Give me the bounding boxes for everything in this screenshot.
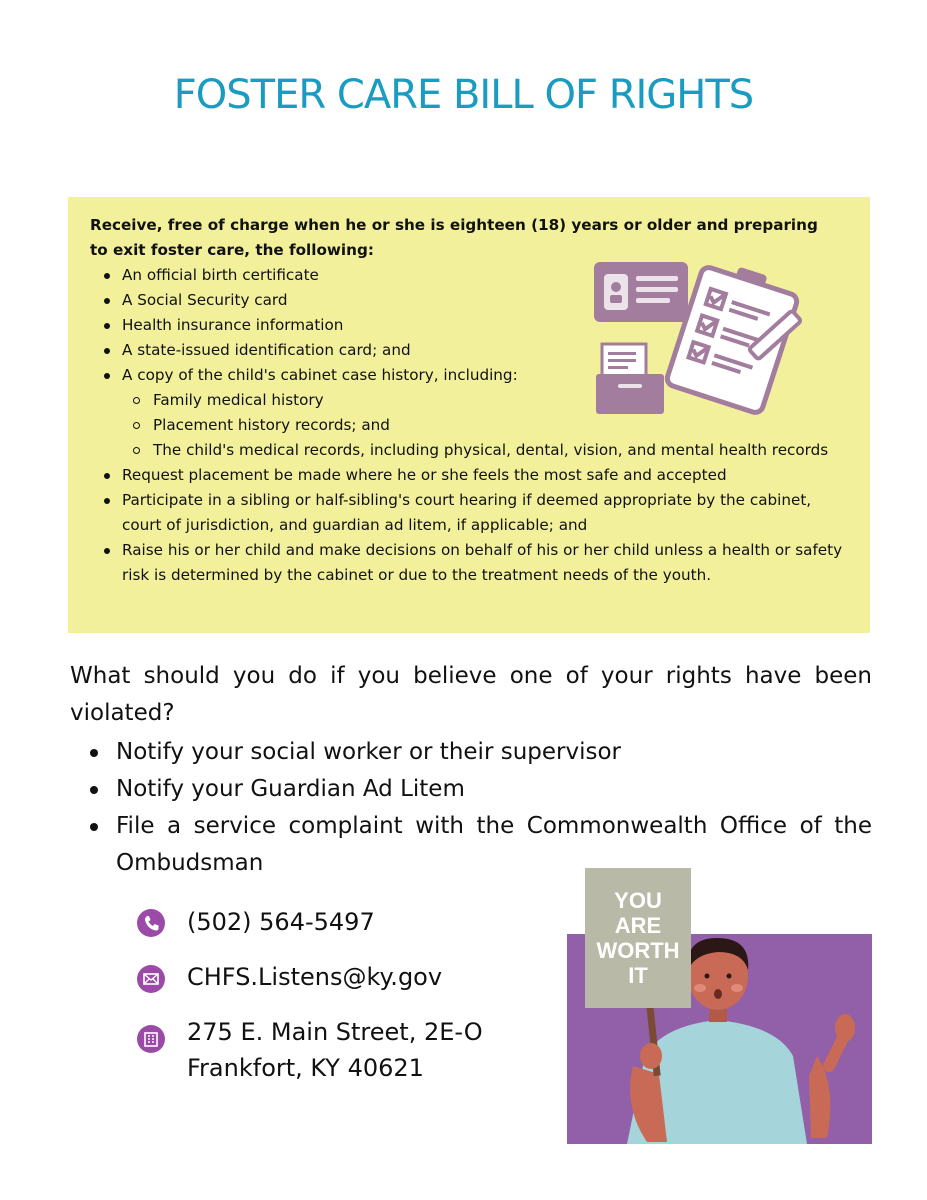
address-line-1: 275 E. Main Street, 2E-O bbox=[187, 1018, 483, 1046]
list-item-text: A state-issued identification card; and bbox=[122, 341, 411, 359]
sign-text-line-4: IT bbox=[628, 963, 648, 988]
id-card-icon bbox=[594, 262, 688, 322]
address-contact bbox=[137, 1016, 557, 1086]
sub-list-item-text: Placement history records; and bbox=[153, 416, 390, 434]
list-item-text: An official birth certificate bbox=[122, 266, 319, 284]
rights-intro: Receive, free of charge when he or she is eighteen (18) years or older and preparing to exit foster care, the following: bbox=[90, 216, 818, 259]
sub-list-item-text: The child's medical records, including physical, dental, vision, and mental health records bbox=[153, 441, 829, 459]
list-item-text: Health insurance information bbox=[122, 316, 344, 334]
worth-it-illustration bbox=[567, 866, 872, 1146]
mail-icon bbox=[137, 965, 165, 993]
email-contact bbox=[137, 961, 557, 995]
list-item bbox=[90, 538, 850, 588]
address-line-2: Frankfort, KY 40621 bbox=[187, 1054, 424, 1082]
sub-list-item bbox=[122, 438, 850, 463]
email-address[interactable]: CHFS.Listens@ky.gov bbox=[187, 963, 443, 991]
phone-contact bbox=[137, 906, 557, 940]
action-text: Notify your social worker or their supervisor bbox=[116, 739, 621, 765]
violation-question: What should you do if you believe one of your rights have been violated? bbox=[70, 663, 872, 726]
list-item-text: A copy of the child's cabinet case history, including: bbox=[122, 366, 518, 384]
file-folder-icon bbox=[596, 344, 664, 414]
action-text: File a service complaint with the Commonwealth Office of the Ombudsman bbox=[116, 813, 872, 876]
list-item bbox=[90, 463, 850, 488]
list-item-text: Participate in a sibling or half-sibling's court hearing if deemed appropriate by the cabinet, court of jurisdiction, and guardian ad litem, if applicable; and bbox=[122, 491, 812, 534]
list-item bbox=[70, 734, 872, 771]
documents-illustration bbox=[592, 258, 822, 418]
sub-list-item-text: Family medical history bbox=[153, 391, 324, 409]
list-item-text: Request placement be made where he or she feels the most safe and accepted bbox=[122, 466, 727, 484]
sign-text-line-1: YOU bbox=[614, 888, 662, 913]
action-text: Notify your Guardian Ad Litem bbox=[116, 776, 465, 802]
phone-number[interactable]: (502) 564-5497 bbox=[187, 908, 375, 936]
phone-icon bbox=[137, 909, 165, 937]
building-icon bbox=[137, 1025, 165, 1053]
list-item-text: A Social Security card bbox=[122, 291, 288, 309]
list-item bbox=[70, 771, 872, 808]
sign-text-line-2: ARE bbox=[614, 913, 662, 938]
list-item-text: Raise his or her child and make decisions on behalf of his or her child unless a health or safety risk is determined by the cabinet or due to the treatment needs of the youth. bbox=[122, 541, 843, 584]
page-title: FOSTER CARE BILL OF RIGHTS bbox=[173, 72, 754, 118]
list-item bbox=[90, 488, 850, 538]
action-list bbox=[70, 734, 872, 882]
sign-text-line-3: WORTH bbox=[596, 938, 680, 963]
